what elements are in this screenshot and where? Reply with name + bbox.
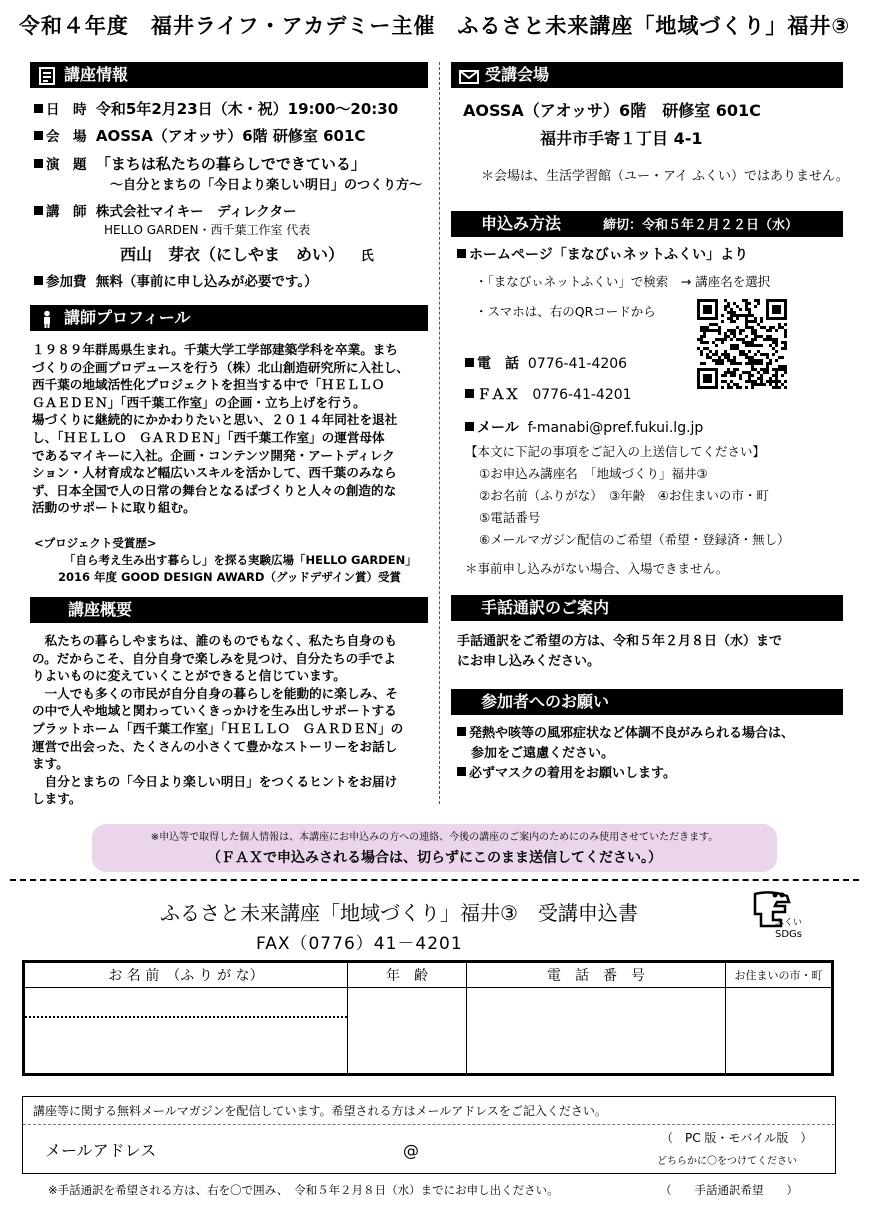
footer-note: ※手話通訳を希望される方は、右を〇で囲み、 令和５年２月８日（水）までにお申し出ください。 [48,1183,559,1197]
award-title: <プロジェクト受賞歴> [34,536,157,550]
form-title: ふるさと未来講座「地域づくり」福井③ 受講申込書 [160,901,638,925]
phone-row: 電 話 0776-41-4206 [465,354,627,374]
col-age-header: 年 齢 [348,962,467,988]
privacy-line-2: （ＦＡＸで申込みされる場合は、切らずにこのまま送信してください。） [207,850,662,866]
venue-header: 受講会場 [451,62,843,88]
homepage-line-2: ・スマホは、右のQRコードから [475,304,656,319]
col-address-header: お住まいの市・町 [726,962,833,988]
at-sign: @ [403,1141,419,1160]
mail-row: メール f-manabi@pref.fukui.lg.jp [465,418,703,438]
profile-header: 講師プロフィール [30,305,428,331]
item-3: ⑤電話番号 [479,510,541,525]
profile-text: １９８９年群馬県生まれ。千葉大学工学部建築学科を卒業。まち づくりの企画プロデュースを行う（株）北山創造研究所に入社し、 西千葉の地域活性化プロジェクトを担当する中で「ＨＥＬＬＯ ＧＡＥＤＥＮ」「西千葉工作室」の企画・立ち上げを行う。 場づくりに継続的にかかわりたいと思い、２０１４年同社を退社 し、「ＨＥＬＬＯ ＧＡＲＤＥＮ」「西千葉工作室」の運営母体 であるマイキーに入社。企画・コンテンツ開発・アートディレク ション・人材育成など幅広いスキルを活かして、西千葉のみなら ず、日本全国で人の日常の舞台となるばづくりと人々の創造的な 活動のサポートに取り組む。 [32,342,409,516]
fukui-sdgs-logo [745,890,820,952]
fax-row: ＦＡＸ 0776-41-4201 [465,385,632,405]
item-2: ②お名前（ふりがな） ③年齢 ④お住まいの市・町 [479,488,769,503]
column-divider [439,62,440,804]
date-row: 日 時 令和5年2月23日（木・祝）19:00～20:30 [34,99,398,120]
logo-text-2: SDGs [775,929,803,940]
venue-address-1: AOSSA（アオッサ）6階 研修室 601C [463,101,761,120]
logo-text-1: ふくい [775,918,803,928]
age-input-cell[interactable] [348,988,467,1075]
document-icon [38,67,56,85]
email-label: メールアドレス [45,1141,157,1160]
name-input-cell[interactable] [24,988,348,1075]
venue-note: ＊会場は、生活学習館（ユー・アイ ふくい）ではありません。 [481,169,849,184]
info-header: 講座情報 [30,62,428,88]
phone-input-cell[interactable] [467,988,726,1075]
award-line-1: 「自ら考え生み出す暮らし」を探る実験広場「HELLO GARDEN」 [64,553,417,567]
topic-subtitle: ～自分とまちの「今日より楽しい明日」のつくり方～ [110,178,423,193]
sign-line-1: 手話通訳をご希望の方は、令和５年２月８日（水）まで [457,634,783,649]
award-line-2: 2016 年度 GOOD DESIGN AWARD（グッドデザイン賞）受賞 [58,570,402,584]
request-line-3: 必ずマスクの着用をお願いします。 [457,764,676,784]
application-table [22,960,834,1076]
col-name-header: お 名 前 （ふ り が な） [24,962,348,988]
topic-row: 演 題 「まちは私たちの暮らしでできている」 [34,154,366,175]
apply-note: ＊事前申し込みがない場合、入場できません。 [465,561,729,576]
sign-line-2: にお申し込みください。 [457,654,601,669]
venue-address-2: 福井市手寄１丁目 4-1 [540,129,703,148]
item-1: ①お申込み講座名 「地域づくり」福井③ [479,466,708,481]
homepage-title: ホームページ「まなびぃネットふくい」より [457,245,748,265]
email-input[interactable] [223,1127,643,1171]
address-input-cell[interactable] [726,988,833,1075]
version-option[interactable]: （ PC 版・モバイル版 ） [661,1131,813,1145]
venue-row: 会 場 AOSSA（アオッサ）6階 研修室 601C [34,126,365,147]
sign-header: 手話通訳のご案内 [451,595,843,621]
form-fax: FAX（0776）41－4201 [256,934,463,954]
person-icon [38,310,56,328]
privacy-line-1: ※申込等で取得した個人情報は、本講座にお申込みの方への連絡、今後の講座のご案内のためにのみ使用させていただきます。 [150,832,719,843]
apply-header: 申込み方法 締切：令和５年２月２２日（水） [451,211,843,237]
version-note: どちらかに〇をつけてください [657,1156,797,1167]
request-header: 参加者へのお願い [451,689,843,715]
request-line-2: 参加をご遠慮ください。 [471,746,615,761]
homepage-line-1: ・「まなびぃネットふくい」で検索 → 講座名を選択 [475,274,771,289]
email-box [22,1096,836,1174]
lecturer-row: 講 師 株式会社マイキー ディレクター [34,202,297,222]
qr-code[interactable] [697,299,787,389]
items-intro: 【本文に下記の事項をご記入の上送信してください】 [465,444,766,459]
overview-text: 私たちの暮らしやまちは、誰のものでもなく、私たち自身のも の。だからこそ、自分自身で楽しみを見つけ、自分たちの手でよ りよいものに変えていくことができると信じています。 一人でも多くの市民が自分自身の暮らしを能動的に楽しみ、そ の中で人や地域と関わっていくきっかけを生み出しサポートする プラットホーム「西千葉工作室」「ＨＥＬＬＯ ＧＡＲＤＥＮ」の 運営で出会った、たくさんの小さくて豊かなストーリーをお話し ます。 自分とまちの「今日より楽しい明日」をつくるヒントをお届け します。 [32,633,404,807]
fee-row: 参加費 無料（事前に申し込みが必要です。） [34,272,318,292]
mail-link[interactable]: f-manabi@pref.fukui.lg.jp [527,420,704,436]
mag-text: 講座等に関する無料メールマガジンを配信しています。希望される方はメールアドレスをご記入ください。 [33,1104,607,1118]
item-4: ⑥メールマガジン配信のご希望（希望・登録済・無し） [479,532,790,547]
overview-header: 講座概要 [30,597,428,623]
request-line-1: 発熱や咳等の風邪症状など体調不良がみられる場合は、 [457,724,794,744]
col-phone-header: 電 話 番 号 [467,962,726,988]
page-title: 令和４年度 福井ライフ・アカデミー主催 ふるさと未来講座「地域づくり」福井③ [18,14,851,38]
mail-icon [459,67,477,85]
lecturer-name: 西山 芽衣（にしやま めい） 氏 [120,245,374,264]
sign-language-option[interactable]: （ 手話通訳希望 ） [660,1183,798,1197]
cut-line [10,879,859,881]
lecturer-org2: HELLO GARDEN・西千葉工作室 代表 [104,223,311,237]
